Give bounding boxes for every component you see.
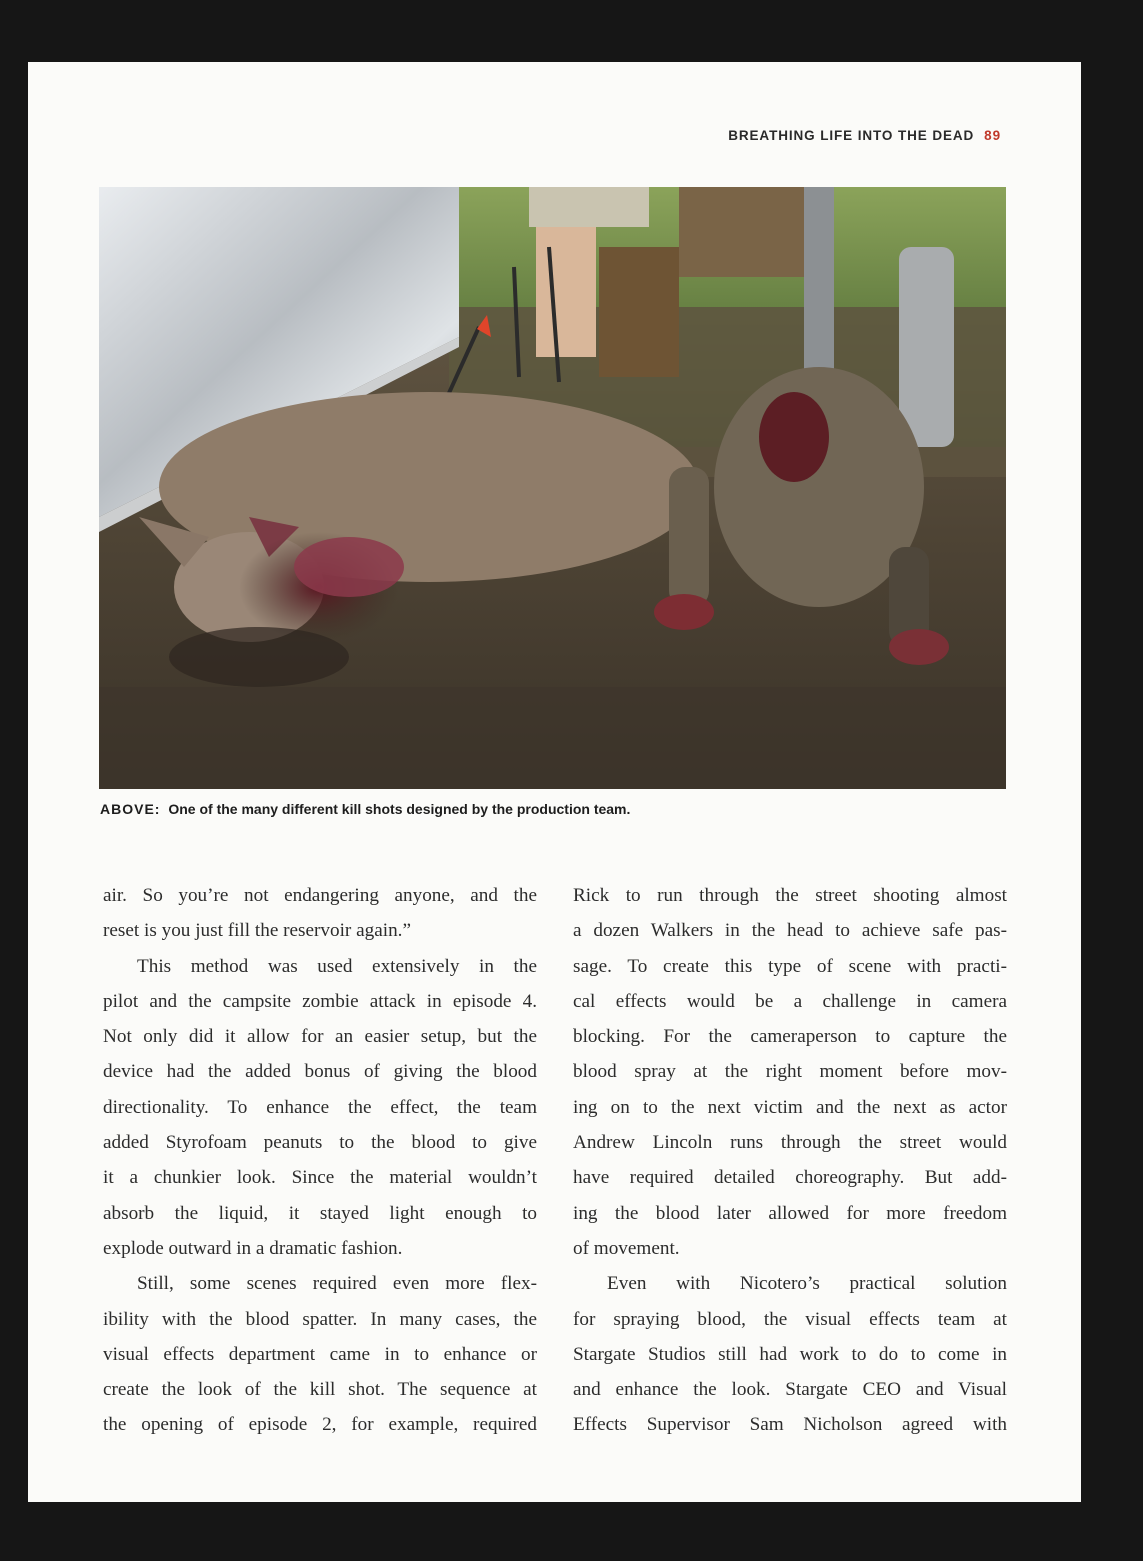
text-line: ing the blood later allowed for more freedom [573, 1202, 1007, 1224]
fire-extinguisher [899, 247, 954, 447]
text-line: create the look of the kill shot. The sequence at [103, 1379, 537, 1401]
text-line: a dozen Walkers in the head to achieve safe pas- [573, 920, 1007, 942]
caption-text: One of the many different kill shots designed by the production team. [168, 801, 631, 817]
text-line: Not only did it allow for an easier setup, but the [103, 1026, 537, 1048]
walker-hand-right [889, 629, 949, 665]
blood-stain [169, 627, 349, 687]
deer-wound [294, 537, 404, 597]
text-line: blood spray at the right moment before mov- [573, 1061, 1007, 1083]
text-line: and enhance the look. Stargate CEO and Visual [573, 1379, 1007, 1401]
text-line: Effects Supervisor Sam Nicholson agreed with [573, 1414, 1007, 1436]
text-line: Andrew Lincoln runs through the street would [573, 1132, 1007, 1154]
foreground-leaves [99, 687, 1006, 789]
equipment-case [599, 247, 679, 377]
text-line: This method was used extensively in the [137, 955, 537, 977]
crew-shorts [529, 187, 649, 227]
running-head [728, 128, 1001, 143]
caption-label: ABOVE: [100, 801, 161, 817]
text-line: directionality. To enhance the effect, the team [103, 1096, 537, 1118]
text-line: Still, some scenes required even more flex- [137, 1273, 537, 1295]
text-line: air. So you’re not endangering anyone, and the [103, 885, 537, 906]
text-line: ibility with the blood spatter. In many cases, the [103, 1308, 537, 1330]
text-line: visual effects department came in to enhance or [103, 1343, 537, 1365]
text-line: of movement. [573, 1237, 680, 1259]
text-line: Stargate Studios still had work to do to come in [573, 1343, 1007, 1365]
text-line: added Styrofoam peanuts to the blood to give [103, 1132, 537, 1154]
text-line: it a chunkier look. Since the material wouldn’t [103, 1167, 537, 1189]
walker-neck-wound [759, 392, 829, 482]
text-line: Rick to run through the street shooting almost [573, 885, 1007, 906]
crew-leg [536, 217, 596, 357]
text-line: blocking. For the cameraperson to capture the [573, 1026, 1007, 1048]
photo-caption [100, 801, 1000, 817]
text-line: ing on to the next victim and the next as actor [573, 1096, 1007, 1118]
production-photo [99, 187, 1006, 789]
walker-hand [654, 594, 714, 630]
walker-arm [669, 467, 709, 607]
right-text-column [573, 878, 1007, 1443]
text-line: sage. To create this type of scene with practi- [573, 955, 1007, 977]
text-line: reset is you just fill the reservoir again.” [103, 920, 411, 942]
text-line: pilot and the campsite zombie attack in episode 4. [103, 990, 537, 1012]
text-line: for spraying blood, the visual effects team at [573, 1308, 1007, 1330]
text-line: cal effects would be a challenge in camera [573, 990, 1007, 1012]
book-page [28, 62, 1081, 1502]
tripod-stand [804, 187, 834, 387]
text-line: Even with Nicotero’s practical solution [607, 1273, 1007, 1295]
left-text-column [103, 878, 537, 1443]
text-line: absorb the liquid, it stayed light enough to [103, 1202, 537, 1224]
page-number: 89 [984, 128, 1001, 143]
running-title: BREATHING LIFE INTO THE DEAD [728, 128, 975, 143]
text-line: explode outward in a dramatic fashion. [103, 1237, 403, 1259]
crew-member-crouching [679, 187, 809, 277]
text-line: the opening of episode 2, for example, required [103, 1414, 537, 1436]
photo-illustration [99, 187, 1006, 789]
text-line: device had the added bonus of giving the blood [103, 1061, 537, 1083]
text-line: have required detailed choreography. But add- [573, 1167, 1007, 1189]
